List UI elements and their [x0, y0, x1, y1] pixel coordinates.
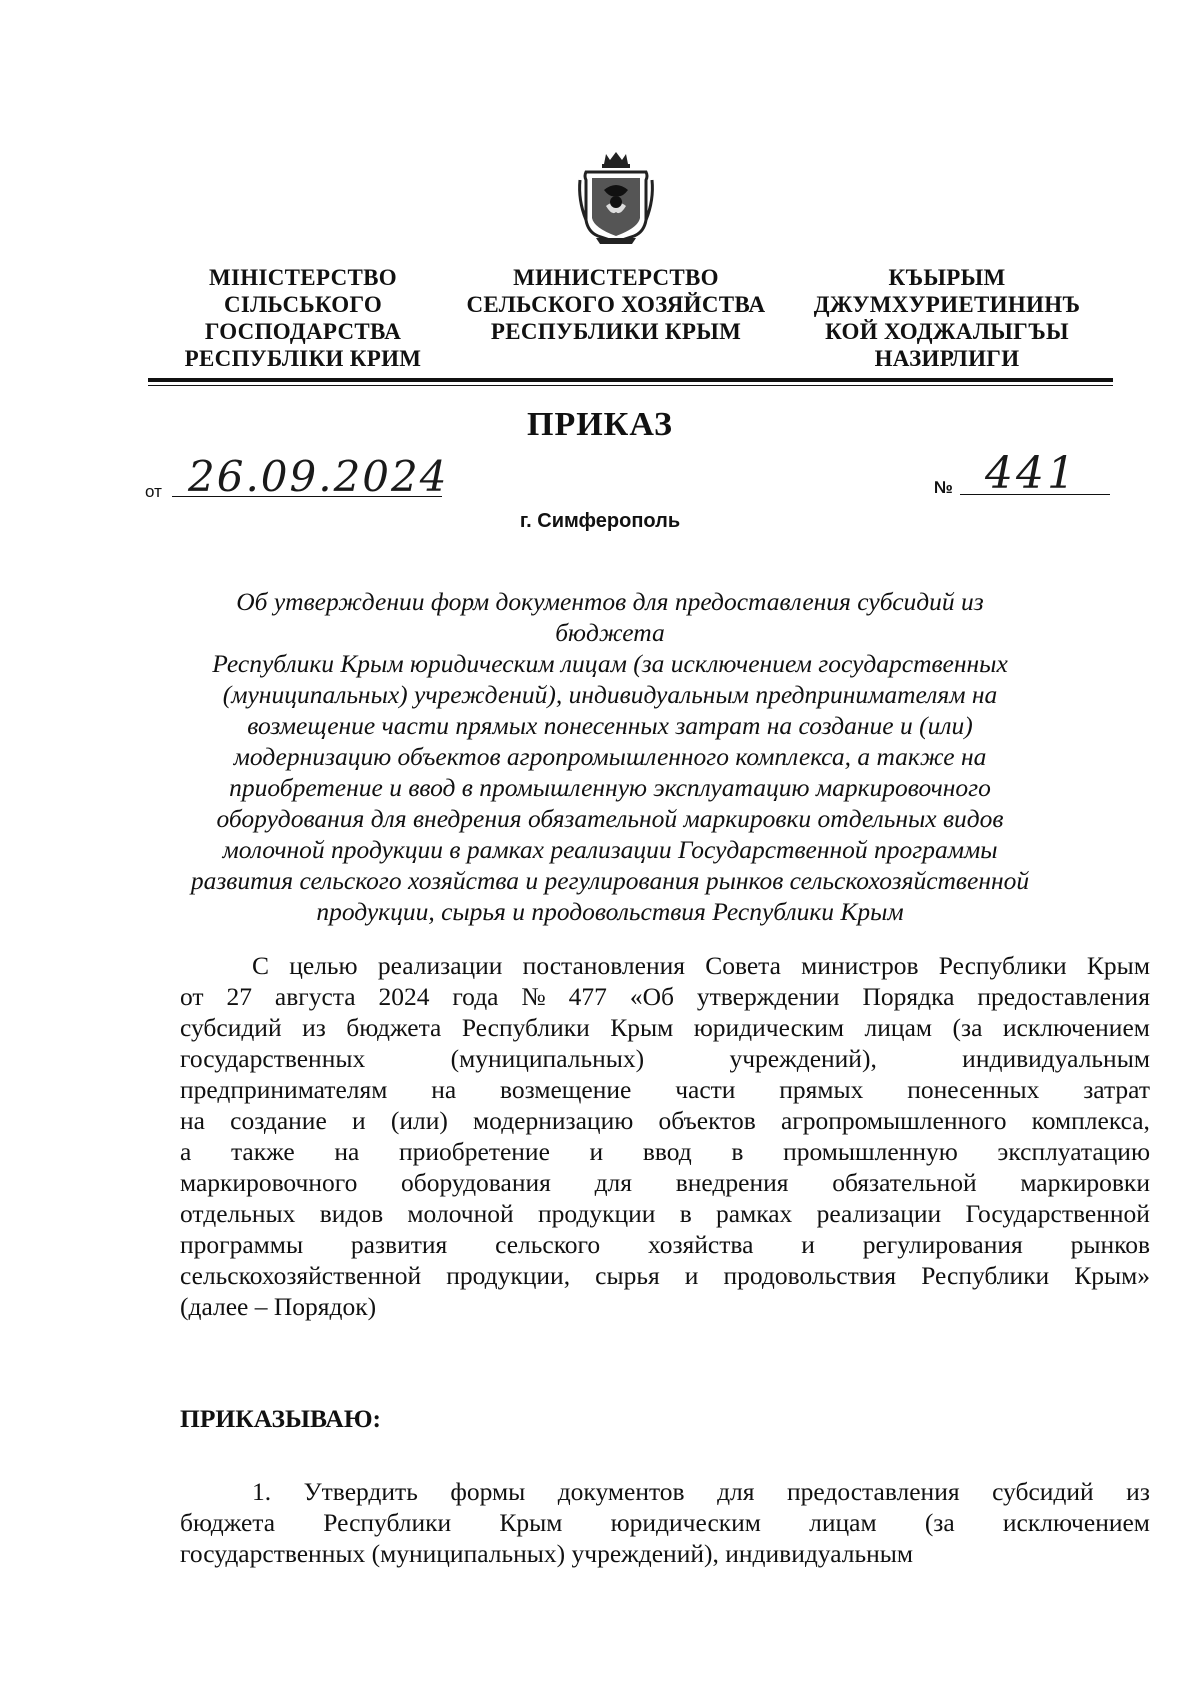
text-line: С целью реализации постановления Совета министров Республики Крым: [252, 951, 1150, 980]
order-subject: Об утверждении форм документов для предоставления субсидий из бюджета Республики Крым юридическим лицам (за исключением государственных (муниципальных) учреждений), индивидуальным предпринимателям на возмещение части прямых понесенных затрат на создание и (или) модернизацию объектов агропромышленного комплекса, а также на приобретение и ввод в промышленную эксплуатацию маркировочного оборудования для внедрения обязательной маркировки отдельных видов молочной продукции в рамках реализации Государственной программы развития сельского хозяйства и регулирования рынков сельскохозяйственной продукции, сырья и продовольствия Республики Крым: [190, 587, 1030, 926]
text-line: от 27 августа 2024 года № 477 «Об утверждении Порядка предоставления: [180, 982, 1150, 1011]
text-line: а также на приобретение и ввод в промышленную эксплуатацию: [180, 1137, 1150, 1166]
text-line: программы развития сельского хозяйства и регулирования рынков: [180, 1230, 1150, 1259]
text-line: 1. Утвердить формы документов для предоставления субсидий из: [252, 1477, 1150, 1506]
text-line: сельскохозяйственной продукции, сырья и продовольствия Республики Крым»: [180, 1261, 1150, 1290]
number-label: №: [934, 478, 953, 497]
ministry-name-russian: МИНИСТЕРСТВО СЕЛЬСКОГО ХОЗЯЙСТВА РЕСПУБЛИКИ КРЫМ: [466, 265, 766, 344]
city-name: г. Симферополь: [519, 510, 681, 532]
text-line: государственных (муниципальных) учреждений), индивидуальным: [180, 1044, 1150, 1073]
text-line: государственных (муниципальных) учреждений), индивидуальным: [180, 1539, 914, 1568]
header-divider-thin: [148, 385, 1113, 386]
text-line: отдельных видов молочной продукции в рамках реализации Государственной: [180, 1199, 1150, 1228]
text-line: предпринимателям на возмещение части прямых понесенных затрат: [180, 1075, 1150, 1104]
handwritten-date: 26.09.2024: [188, 452, 449, 501]
header-divider-thick: [148, 378, 1113, 382]
document-type-title: ПРИКАЗ: [527, 406, 673, 443]
order-heading: ПРИКАЗЫВАЮ:: [180, 1404, 382, 1433]
handwritten-order-number: 441: [985, 448, 1078, 499]
text-line: маркировочного оборудования для внедрения обязательной маркировки: [180, 1168, 1150, 1197]
text-line: на создание и (или) модернизацию объектов агропромышленного комплекса,: [180, 1106, 1150, 1135]
date-label: от: [145, 482, 162, 501]
crimea-coat-of-arms-icon: [576, 150, 656, 246]
text-line: субсидий из бюджета Республики Крым юридическим лицам (за исключением: [180, 1013, 1150, 1042]
ministry-name-ukrainian: МІНІСТЕРСТВО СІЛЬСЬКОГО ГОСПОДАРСТВА РЕСПУБЛІКИ КРИМ: [184, 265, 422, 371]
ministry-name-crimean-tatar: КЪЫРЫМ ДЖУМХУРИЕТИНИНЪ КОЙ ХОДЖАЛЫГЪЫ НАЗИРЛИГИ: [813, 265, 1081, 371]
preamble-paragraph: [180, 950, 1150, 1322]
order-item-1: [180, 1476, 1150, 1569]
text-line: (далее – Порядок): [180, 1292, 377, 1321]
text-line: бюджета Республики Крым юридическим лицам (за исключением: [180, 1508, 1150, 1537]
